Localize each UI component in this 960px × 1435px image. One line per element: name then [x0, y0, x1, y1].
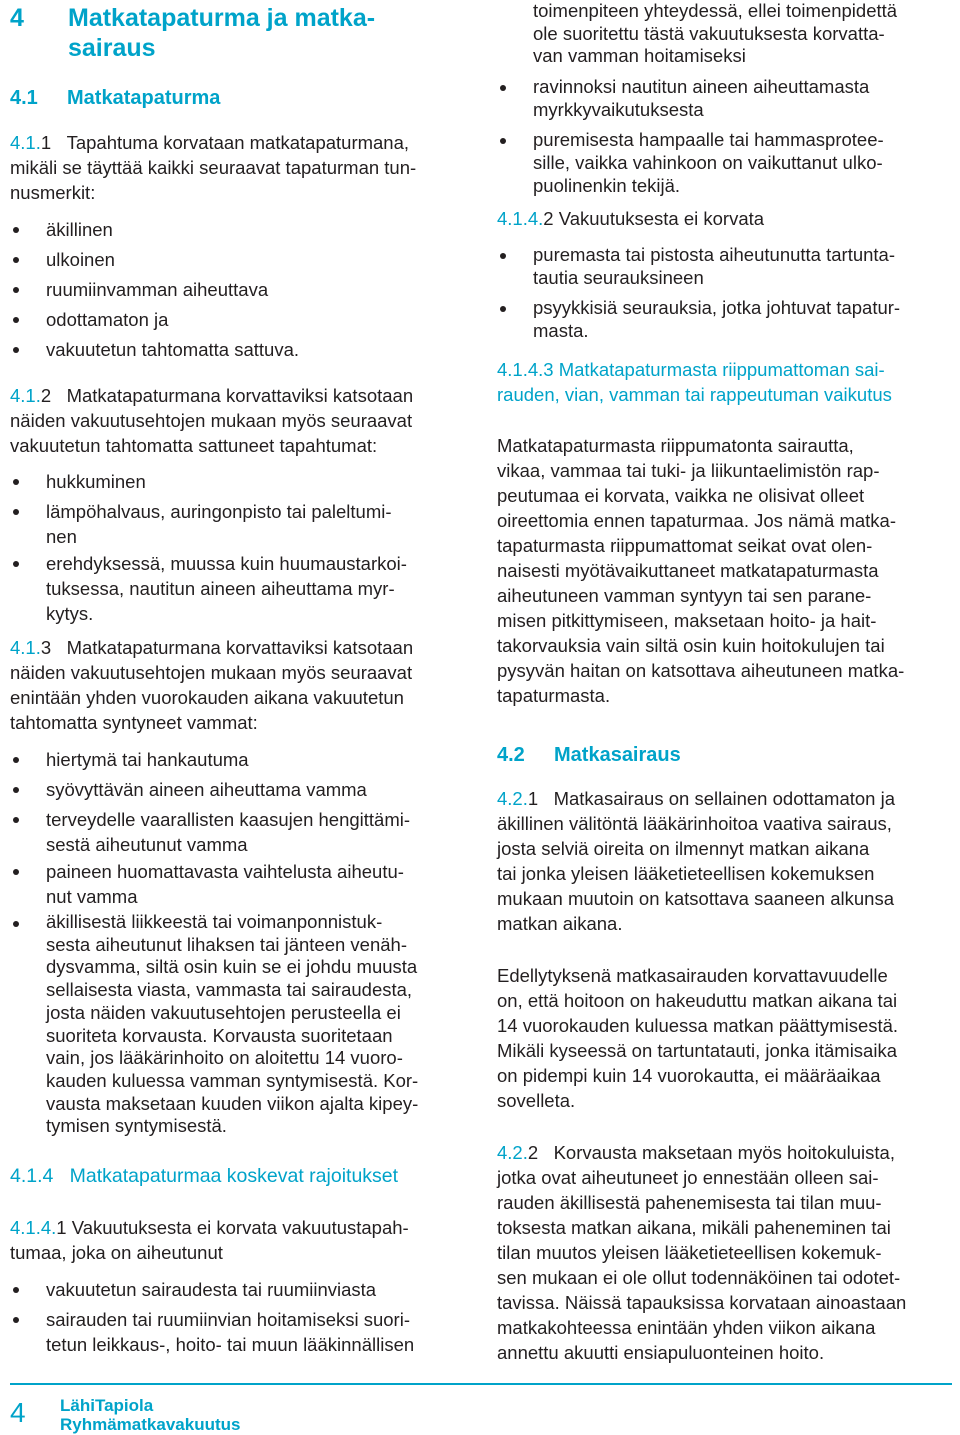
- section-number: 4.2: [497, 744, 525, 766]
- text-line: oireettomia ennen tapaturmaa. Jos nämä matka-: [497, 510, 896, 531]
- text-line: tautia seurauksineen: [533, 267, 704, 288]
- product-name: Ryhmämatkavakuutus: [60, 1415, 241, 1434]
- text-line: vakuutetun tahtomatta sattuneet tapahtumat:: [10, 435, 378, 456]
- text-line: tumaa, joka on aiheutunut: [10, 1242, 223, 1263]
- text-line: puremisesta hampaalle tai hammasprotee-: [533, 129, 884, 150]
- injuries-list: [10, 747, 418, 1138]
- clause-number-suffix: 2: [40, 385, 52, 406]
- text-line: sairauden tai ruumiinvian hoitamiseksi suori-: [46, 1309, 410, 1330]
- list-item: vakuutetun tahtomatta sattuva.: [10, 337, 299, 367]
- section-heading-4-1: [10, 86, 220, 111]
- list-item: odottamaton ja: [10, 307, 299, 337]
- text-line: kytys.: [46, 603, 94, 624]
- subsection-heading-4-1-4-3: [497, 357, 892, 407]
- paragraph-4-1-4-2: [497, 206, 764, 231]
- text-line: nen: [46, 526, 77, 547]
- paragraph-4-2-2: [497, 1140, 906, 1365]
- subsection-number: 4.1.4: [10, 1165, 54, 1187]
- exclusions-list: [10, 1277, 414, 1357]
- text-line: tuksessa, nautitun aineen aiheuttama myr-: [46, 578, 395, 599]
- text-line: sesta aiheutunut lihaksen tai jänteen venäh-: [46, 933, 408, 955]
- text-line: matkan aikana.: [497, 913, 623, 934]
- list-item: [497, 75, 884, 128]
- text-line: mukaan muutoin on katsottava saaneen alkunsa: [497, 888, 894, 909]
- text-line: enintään yhden vuorokauden aikana vakuutetun: [10, 687, 404, 708]
- text-line: misen pitkittymiseen, maksetaan hoito- ja hait-: [497, 610, 877, 631]
- text-line: näiden vakuutusehtojen mukaan myös seuraavat: [10, 410, 413, 431]
- list-item: [10, 911, 418, 1138]
- list-item: [10, 1307, 414, 1357]
- clause-number: 4.1.: [10, 385, 41, 406]
- text-line: naisesti myötävaikuttaneet matkatapaturmasta: [497, 560, 879, 581]
- list-item: [10, 777, 418, 807]
- text-line: sille, vaikka vahinkoon on vaikuttanut ulko-: [533, 152, 883, 173]
- text-line: annettu akuutti ensiapuluonteinen hoito.: [497, 1342, 825, 1363]
- page-number: 4: [10, 1397, 26, 1428]
- list-item: [10, 551, 407, 626]
- text-line: vakuutetun sairaudesta tai ruumiinviasta: [46, 1279, 377, 1300]
- clause-number-suffix: 1: [56, 1217, 67, 1238]
- section-number: 4.1: [10, 87, 38, 109]
- list-item: [10, 499, 407, 551]
- text-line: Korvausta maksetaan myös hoitokuluista,: [553, 1142, 895, 1163]
- paragraph-4-1-4-1: [10, 1215, 409, 1265]
- text-line: rauden äkillisestä pahenemisesta tai tilan muu-: [497, 1192, 882, 1213]
- text-line: sestä aiheutunut vamma: [46, 834, 248, 855]
- clause-number-suffix: 1: [40, 132, 52, 153]
- text-line: on pidempi kuin 14 vuorokautta, ei määräaikaa: [497, 1065, 881, 1086]
- text-line: tilan muutos yleisen lääketieteellisen kokemuk-: [497, 1242, 882, 1263]
- footer-brand: [60, 1396, 240, 1434]
- text-line: Matkatapaturmasta riippumatonta sairautta,: [497, 435, 854, 456]
- text-line: Vakuutuksesta ei korvata: [558, 208, 765, 229]
- clause-number-suffix: 1: [527, 788, 539, 809]
- text-line: puremasta tai pistosta aiheutunutta tartunta-: [533, 244, 895, 265]
- text-line: lämpöhalvaus, auringonpisto tai paleltumi-: [46, 501, 392, 522]
- text-line: josta näiden vakuutusehtojen perusteella ei: [46, 1001, 401, 1023]
- list-item: [10, 807, 418, 859]
- section-title: Matkasairaus: [554, 744, 681, 766]
- chapter-title-line-1: Matkatapaturma ja matka-: [68, 4, 376, 32]
- text-line: dysvamma, siltä osin kuin se ei johdu muusta: [46, 956, 418, 978]
- paragraph-4-2-1: [497, 786, 895, 936]
- chapter-number: 4: [10, 4, 24, 32]
- list-item: [497, 243, 900, 296]
- text-line: terveydelle vaarallisten kaasujen hengittämi-: [46, 809, 411, 830]
- list-item: [497, 128, 884, 197]
- clause-number-suffix: 2: [543, 208, 554, 229]
- clause-number: 4.1.4.: [10, 1217, 57, 1238]
- paragraph-4-1-3: [10, 635, 413, 735]
- text-line: vausta maksetaan kuuden viikon ajalta kipey-: [46, 1092, 419, 1114]
- section-heading-4-2: [497, 743, 681, 768]
- list-item: [10, 469, 407, 499]
- text-line: on, että hoitoon on hakeuduttu matkan aikana tai: [497, 990, 898, 1011]
- text-line: masta.: [533, 320, 589, 341]
- list-item: [10, 1277, 414, 1307]
- list-item: [10, 747, 418, 777]
- paragraph-4-1-2: [10, 383, 413, 458]
- text-line: Mikäli kyseessä on tartuntatauti, jonka itämisaika: [497, 1040, 897, 1061]
- text-line: sen mukaan ei ole ollut todennäköinen tai odotet-: [497, 1267, 901, 1288]
- text-line: äkillinen välitöntä lääkärinhoitoa vaativa sairaus,: [497, 813, 892, 834]
- clause-number-suffix: 2: [527, 1142, 539, 1163]
- text-line: Matkasairaus on sellainen odottamaton ja: [553, 788, 896, 809]
- brand-name: LähiTapiola: [60, 1396, 154, 1415]
- clause-number: 4.1.: [10, 637, 41, 658]
- text-line: tavissa. Näissä tapauksissa korvataan ainoastaan: [497, 1292, 907, 1313]
- text-line: kauden kuluessa vamman syntymisestä. Kor-: [46, 1069, 419, 1091]
- text-line: 14 vuorokauden kuluessa matkan päättymisestä.: [497, 1015, 899, 1036]
- clause-number: 4.1.: [10, 132, 41, 153]
- clause-number: 4.2.: [497, 1142, 528, 1163]
- list-item: ruumiinvamman aiheuttava: [10, 277, 299, 307]
- text-line: aiheutuneen vamman syntyyn tai sen parane-: [497, 585, 872, 606]
- text-line: toimenpiteen yhteydessä, ellei toimenpidettä: [533, 0, 898, 21]
- text-line: äkillisestä liikkeestä tai voimanponnistuk-: [46, 911, 383, 932]
- text-line: hukkuminen: [46, 471, 146, 492]
- text-line: pysyvän haitan on katsottava aiheutuneen matka-: [497, 660, 905, 681]
- text-line: tapaturmasta riippumattomat seikat ovat olen-: [497, 535, 873, 556]
- text-line: jotka ovat aiheutuneet jo ennestään olleen sai-: [497, 1167, 879, 1188]
- list-item: [497, 296, 900, 342]
- exclusions-list-continued: [497, 75, 884, 197]
- exclusions-list-2: [497, 243, 900, 342]
- clause-number: 4.1.4.: [497, 359, 544, 380]
- text-line: vikaa, vammaa tai tuki- ja liikuntaelimistön rap-: [497, 460, 880, 481]
- exclusion-continuation: [533, 0, 897, 68]
- text-line: erehdyksessä, muussa kuin huumaustarkoi-: [46, 553, 407, 574]
- clause-number: 4.1.4.: [497, 208, 544, 229]
- text-line: rauden, vian, vamman tai rappeutuman vaikutus: [497, 384, 892, 405]
- text-line: takorvauksia vain siltä osin kuin hoitokulujen tai: [497, 635, 885, 656]
- list-item: [10, 859, 418, 911]
- text-line: syövyttävän aineen aiheuttama vamma: [46, 779, 367, 800]
- subsection-heading-4-1-4: [10, 1164, 398, 1189]
- text-line: Matkatapaturmana korvattaviksi katsotaan: [66, 385, 414, 406]
- text-line: sovelleta.: [497, 1090, 576, 1111]
- text-line: psyykkisiä seurauksia, jotka johtuvat tapatur-: [533, 297, 901, 318]
- text-line: sellaisesta viasta, vammasta tai sairaudesta,: [46, 979, 413, 1001]
- text-line: josta selviä oireita on ilmennyt matkan aikana: [497, 838, 870, 859]
- text-line: Matkatapaturmasta riippumattoman sai-: [558, 359, 885, 380]
- text-line: Vakuutuksesta ei korvata vakuutustapah-: [71, 1217, 409, 1238]
- criteria-list: [10, 217, 299, 367]
- chapter-heading: [10, 3, 468, 63]
- text-line: tetun leikkaus-, hoito- tai muun lääkinnällisen: [46, 1334, 415, 1355]
- text-line: Edellytyksenä matkasairauden korvattavuudelle: [497, 965, 888, 986]
- text-line: Matkatapaturmana korvattaviksi katsotaan: [66, 637, 414, 658]
- section-title: Matkatapaturma: [67, 87, 221, 109]
- paragraph-independent-illness: [497, 433, 904, 708]
- text-line: nut vamma: [46, 886, 138, 907]
- text-line: tapaturmasta.: [497, 685, 611, 706]
- text-line: puolinenkin tekijä.: [533, 175, 681, 196]
- text-line: tymisen syntymisestä.: [46, 1115, 227, 1137]
- text-line: Tapahtuma korvataan matkatapaturmana,: [66, 132, 410, 153]
- text-line: matkakohteessa enintään yhden viikon aikana: [497, 1317, 876, 1338]
- text-line: tahtomatta syntyneet vammat:: [10, 712, 258, 733]
- text-line: myrkkyvaikutuksesta: [533, 99, 704, 120]
- text-line: van vamman hoitamiseksi: [533, 45, 746, 66]
- text-line: mikäli se täyttää kaikki seuraavat tapaturman tun-: [10, 157, 417, 178]
- text-line: nusmerkit:: [10, 182, 96, 203]
- paragraph-4-1-1: [10, 130, 416, 205]
- text-line: ravinnoksi nautitun aineen aiheuttamasta: [533, 76, 870, 97]
- subsection-title: Matkatapaturmaa koskevat rajoitukset: [69, 1165, 399, 1187]
- footer-divider: [10, 1383, 952, 1385]
- text-line: suoriteta korvausta. Korvausta suoritetaan: [46, 1024, 393, 1046]
- chapter-title-line-2: sairaus: [68, 34, 156, 62]
- paragraph-conditions: [497, 963, 898, 1113]
- text-line: ole suoritettu tästä vakuutuksesta korvatta-: [533, 22, 885, 44]
- text-line: vain, jos lääkärinhoito on aloitettu 14 vuoro-: [46, 1047, 403, 1069]
- list-item: äkillinen: [10, 217, 299, 247]
- clause-number-suffix: 3: [543, 359, 554, 380]
- text-line: paineen huomattavasta vaihtelusta aiheutu-: [46, 861, 404, 882]
- events-list: [10, 469, 407, 626]
- text-line: hiertymä tai hankautuma: [46, 749, 249, 770]
- text-line: peutumaa ei korvata, vaikka ne olisivat olleet: [497, 485, 865, 506]
- clause-number: 4.2.: [497, 788, 528, 809]
- list-item: ulkoinen: [10, 247, 299, 277]
- text-line: näiden vakuutusehtojen mukaan myös seuraavat: [10, 662, 413, 683]
- text-line: tai jonka yleisen lääketieteellisen kokemuksen: [497, 863, 875, 884]
- text-line: toksesta matkan aikana, mikäli paheneminen tai: [497, 1217, 891, 1238]
- clause-number-suffix: 3: [40, 637, 52, 658]
